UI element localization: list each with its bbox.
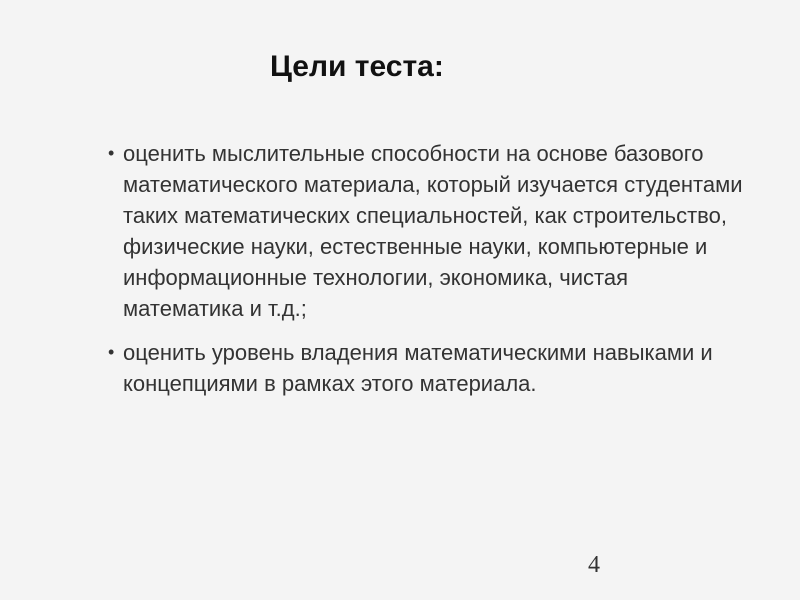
bullet-item [105,138,745,324]
bullet-dot-icon: • [108,342,115,362]
page-number: 4 [588,552,600,578]
bullet-dot-icon: • [108,143,115,163]
bullet-text: оценить мыслительные способности на основе базового математического материала, который изучается студентами таких математических специальностей, как строительство, физические науки, естественные науки, компьютерные и информационные технологии, экономика, чистая математика и т.д.; [123,141,743,321]
bullet-item [105,337,745,399]
bullet-text: оценить уровень владения математическими навыками и концепциями в рамках этого материала. [123,340,713,396]
slide-title: Цели теста: [270,50,444,83]
bullet-list [105,138,745,399]
